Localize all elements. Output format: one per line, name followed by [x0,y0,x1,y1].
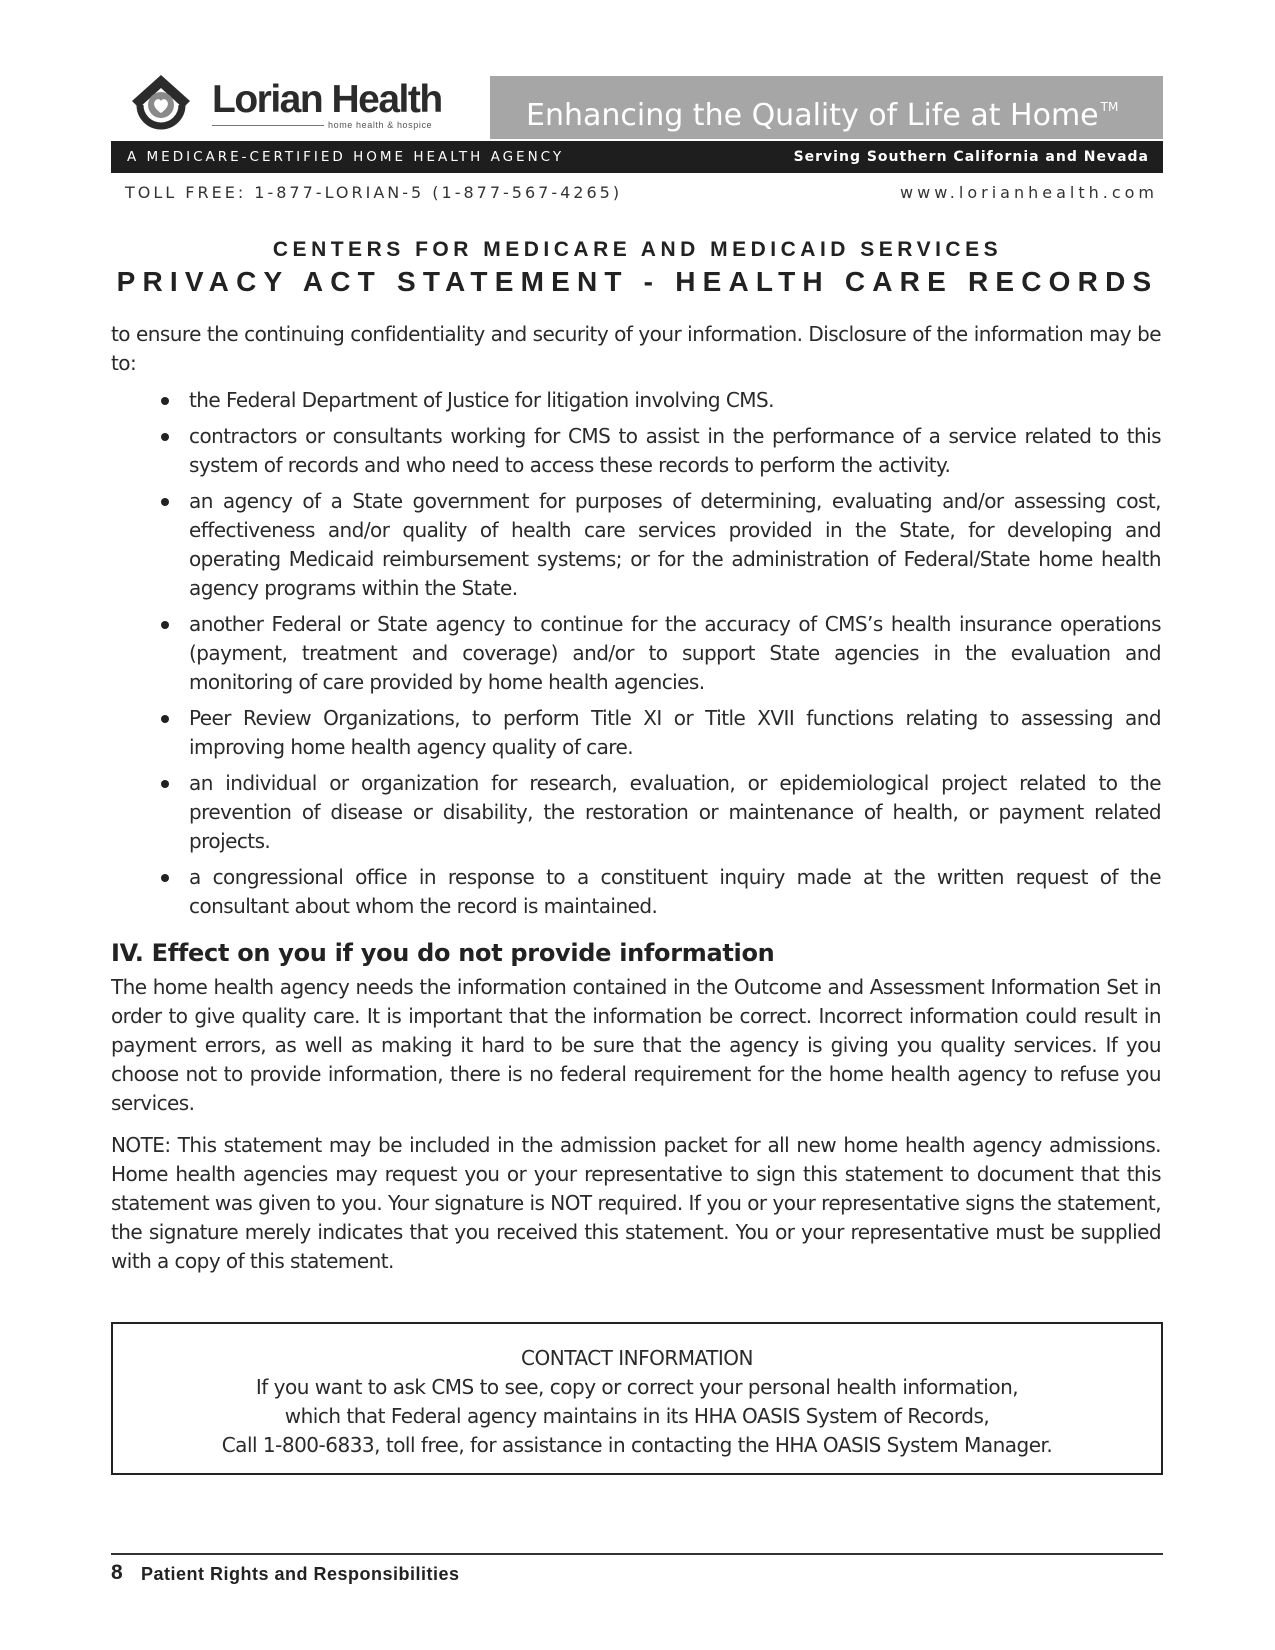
bullet-icon [161,780,169,788]
tagline-banner [490,76,1163,139]
intro-paragraph: to ensure the continuing confidentiality and security of your information. Disclosure of the information may be to: [111,322,1161,375]
lorian-health-logo [128,72,448,136]
bullet-icon [161,621,169,629]
house-heart-icon [128,72,194,136]
brand-name: Lorian Health [212,78,442,121]
tagline-text: Enhancing the Quality of Life at Home [526,98,1099,133]
contact-information-box [111,1322,1163,1475]
list-item: contractors or consultants working for CMS to assist in the performance of a service related to this system of records and who need to access these records to perform the activity. [111,422,1161,480]
bullet-icon [161,874,169,882]
trademark-mark: TM [1100,100,1119,114]
list-item: the Federal Department of Justice for litigation involving CMS. [111,386,1161,415]
brand-divider [212,125,324,126]
agency-bar [111,141,1163,173]
bullet-icon [161,397,169,405]
agency-line: A MEDICARE-CERTIFIED HOME HEALTH AGENCY [127,149,565,165]
bullet-icon [161,715,169,723]
website-link[interactable]: www.lorianhealth.com [900,183,1158,202]
footer-title: Patient Rights and Responsibilities [141,1564,460,1584]
document-title: PRIVACY ACT STATEMENT - HEALTH CARE RECORDS [116,266,1159,297]
brand-subtitle: home health & hospice [328,120,433,130]
list-item: an agency of a State government for purposes of determining, evaluating and/or assessing cost, effectiveness and/or quality of health care services provided in the State, for developing and operating Medicaid reimbursement systems; or for the administration of Federal/State home health agency programs within the State. [111,487,1161,603]
contact-line: which that Federal agency maintains in its HHA OASIS System of Records, [284,1404,990,1428]
footer-divider [111,1553,1163,1555]
bullet-icon [161,498,169,506]
page-number: 8 [111,1561,123,1584]
document-body [111,320,1161,1276]
contact-title: CONTACT INFORMATION [521,1346,753,1370]
section-paragraph: The home health agency needs the information contained in the Outcome and Assessment Information Set in order to give quality care. It is important that the information be correct. Incorrect information could result in payment errors, as well as making it hard to be sure that the agency is giving you quality services. If you choose not to provide information, there is no federal requirement for the home health agency to refuse you services. [111,975,1161,1115]
document-supertitle: CENTERS FOR MEDICARE AND MEDICAID SERVICES [272,238,1003,261]
list-item: an individual or organization for research, evaluation, or epidemiological project related to the prevention of disease or disability, the restoration or maintenance of health, or payment related projects. [111,769,1161,856]
toll-free-number: TOLL FREE: 1-877-LORIAN-5 (1-877-567-4265) [125,183,623,202]
bullet-icon [161,433,169,441]
list-item: Peer Review Organizations, to perform Title XI or Title XVII functions relating to assessing and improving home health agency quality of care. [111,704,1161,762]
service-area: Serving Southern California and Nevada [793,149,1149,165]
contact-line: If you want to ask CMS to see, copy or correct your personal health information, [255,1375,1019,1399]
section-heading: IV. Effect on you if you do not provide information [111,939,775,967]
note-paragraph: NOTE: This statement may be included in the admission packet for all new home health agency admissions. Home health agencies may request you or your representative to sign this statement to document that this statement was given to you. Your signature is NOT required. If you or your representative signs the statement, the signature merely indicates that you received this statement. You or your representative must be supplied with a copy of this statement. [111,1133,1161,1273]
contact-line: Call 1-800-6833, toll free, for assistance in contacting the HHA OASIS System Manager. [221,1433,1053,1457]
disclosure-list [111,386,1161,921]
list-item: another Federal or State agency to continue for the accuracy of CMS’s health insurance operations (payment, treatment and coverage) and/or to support State agencies in the evaluation and monitoring of care provided by home health agencies. [111,610,1161,697]
list-item: a congressional office in response to a constituent inquiry made at the written request of the consultant about whom the record is maintained. [111,863,1161,921]
